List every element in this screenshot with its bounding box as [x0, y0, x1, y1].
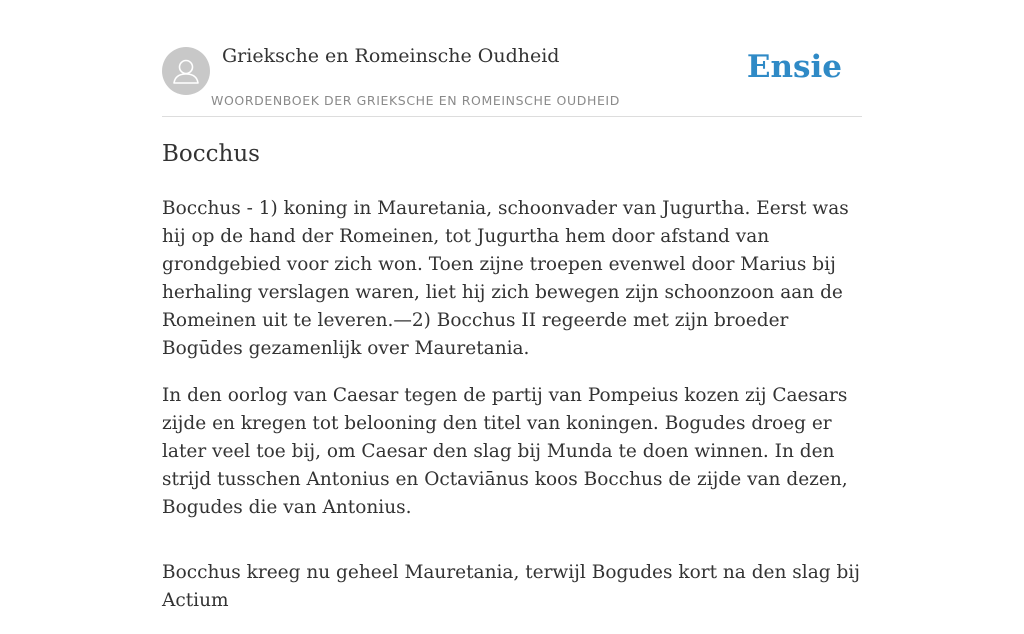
- user-avatar-icon[interactable]: [162, 47, 210, 95]
- brand-logo[interactable]: Ensie: [746, 49, 842, 85]
- article: [162, 134, 862, 634]
- site-title[interactable]: Grieksche en Romeinsche Oudheid: [222, 45, 560, 67]
- article-title: Bocchus: [162, 141, 260, 167]
- article-paragraph: In den oorlog van Caesar tegen de partij van Pompeius kozen zij Caesars zijde en kregen tot belooning den titel van koningen. Bogudes droeg er later veel toe bij, om Caesar den slag bij Munda te doen winnen. In den strijd tusschen Antonius en Octaviānus koos Bocchus de zijde van dezen, Bogudes die van Antonius.: [162, 385, 848, 518]
- article-paragraph: Bocchus - 1) koning in Mauretania, schoonvader van Jugurtha. Eerst was hij op de hand der Romeinen, tot Jugurtha hem door afstand van grondgebied voor zich won. Toen zijne troepen evenwel door Marius bij herhaling verslagen waren, liet hij zich bewegen zijn schoonzoon aan de Romeinen uit te leveren.—2) Bocchus II regeerde met zijn broeder Bogūdes gezamenlijk over Mauretania.: [162, 198, 849, 359]
- site-header: [162, 0, 862, 117]
- article-paragraph: Bocchus kreeg nu geheel Mauretania, terwijl Bogudes kort na den slag bij Actium: [162, 562, 860, 611]
- site-subtitle[interactable]: WOORDENBOEK DER GRIEKSCHE EN ROMEINSCHE OUDHEID: [211, 93, 620, 108]
